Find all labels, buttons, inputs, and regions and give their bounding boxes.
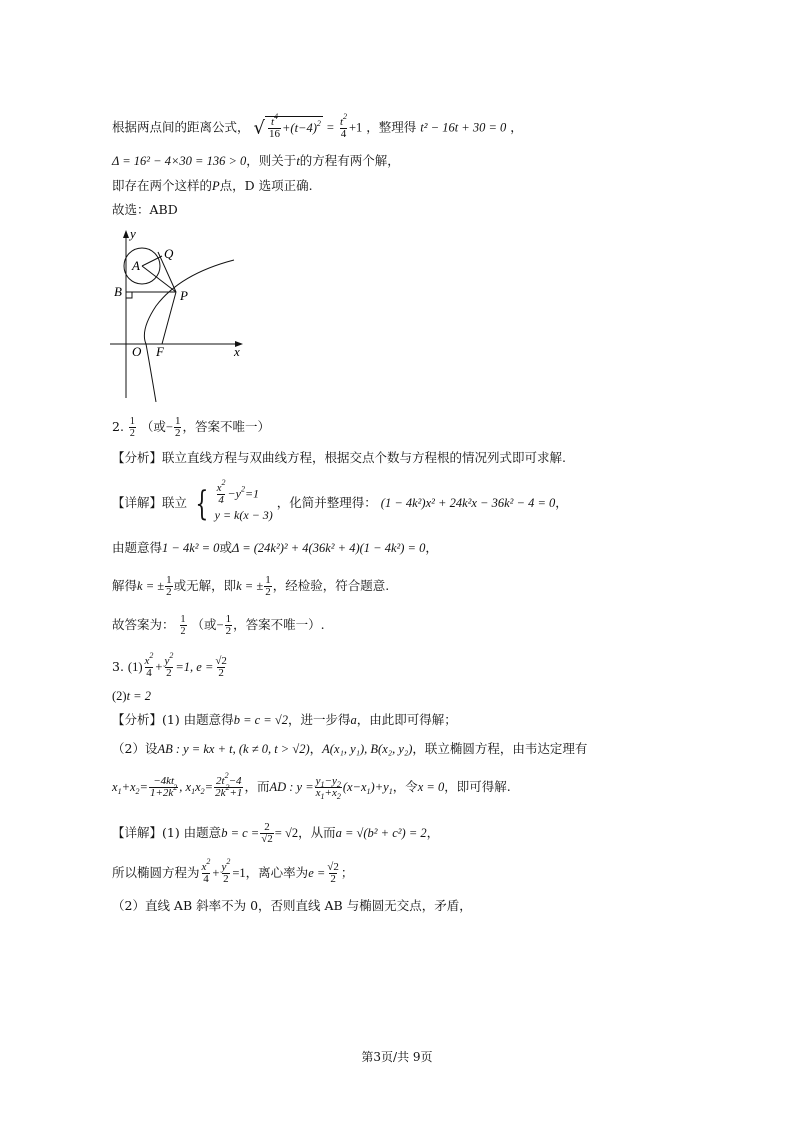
parabola-figure — [110, 226, 250, 402]
sqrt-expression: √ $\frac{t^4}{16}$ $+(t-4)^2$ — [253, 112, 321, 140]
line-discriminant: Δ = 16² − 4×30 = 136 > 0，则关于t的方程有两个解， — [112, 153, 400, 168]
line-answer-choice: 故选：ABD — [112, 202, 178, 217]
line-distance-formula: 根据两点间的距离公式， √ $\frac{t^4}{16}$ $+(t-4)^2$ = $\frac{t^2}{4}$ +1 ，整理得 t² − 16t + 30 = 0 ， — [112, 111, 523, 140]
label-B: B — [114, 284, 122, 299]
q3-part2: (2)t = 2 — [112, 689, 151, 703]
q3-analysis3: $x_1+x_2=$ $\frac{-4kt}{1+2k^2}$ , $x_1x_2=$ $\frac{2t^2-4}{2k^2+1}$ ，而AD : y = $\frac{y_1-y_2}{x_1+x_2}$ $(x-x_1)+y_1$，令x = 0，即可得解. — [112, 771, 511, 801]
label-F: F — [156, 344, 164, 359]
q3-analysis1: 【分析】(1) 由题意得b = c = √2，进一步得a，由此即可得解； — [112, 712, 457, 727]
label-y: y — [130, 226, 136, 241]
q3-part1: 3. (1) $\frac{x^2}{4}$ + $\frac{y^2}{2}$ =1, e = $\frac{√2}{2}$ — [112, 651, 227, 679]
label-Q: Q — [164, 246, 174, 261]
label-x: x — [234, 344, 240, 359]
q2-detail: 【详解】联立 { $\frac{x^2}{4}$ $-y^2=1$ y = k(x − 3) ，化简并整理得： (1 − 4k²)x² + 24k²x − 36k² − 4 = 0， — [112, 478, 568, 524]
q2-condition: 由题意得1 − 4k² = 0或Δ = (24k²)² + 4(36k² + 4)(1 − 4k²) = 0， — [112, 540, 438, 555]
q3-detail2: 所以椭圆方程为 $\frac{x^2}{4}$ + $\frac{y^2}{2}$ =1，离心率为e = $\frac{√2}{2}$ ； — [112, 857, 354, 885]
q3-detail3: （2）直线 AB 斜率不为 0，否则直线 AB 与椭圆无交点，矛盾， — [112, 898, 472, 913]
q2-final: 故答案为： $\frac{1}{2}$ （或− $\frac{1}{2}$ ，答案不唯一）. — [112, 613, 325, 637]
label-P: P — [180, 288, 188, 303]
q2-solve: 解得k = ± $\frac{1}{2}$ 或无解，即k = ± $\frac{1}{2}$ ，经检验，符合题意. — [112, 574, 390, 598]
line-two-points: 即存在两个这样的P点，D 选项正确. — [112, 178, 313, 193]
page-footer: 第3页/共 9页 — [361, 1050, 433, 1064]
label-A: A — [132, 258, 140, 273]
q2-analysis: 【分析】联立直线方程与双曲线方程，根据交点个数与方程根的情况列式即可求解. — [112, 450, 566, 465]
q2-answer: 2. $\frac{1}{2}$ （或− $\frac{1}{2}$ ，答案不唯一） — [112, 415, 270, 439]
label-O: O — [132, 344, 142, 359]
q3-analysis2: （2）设AB : y = kx + t, (k ≠ 0, t > √2)，A(x₁, y₁), B(x₂, y₂)，联立椭圆方程，由韦达定理有 — [112, 741, 588, 756]
q3-detail1: 【详解】(1) 由题意b = c = $\frac{2}{√2}$ = √2，从而a = √(b² + c²) = 2， — [112, 821, 440, 845]
